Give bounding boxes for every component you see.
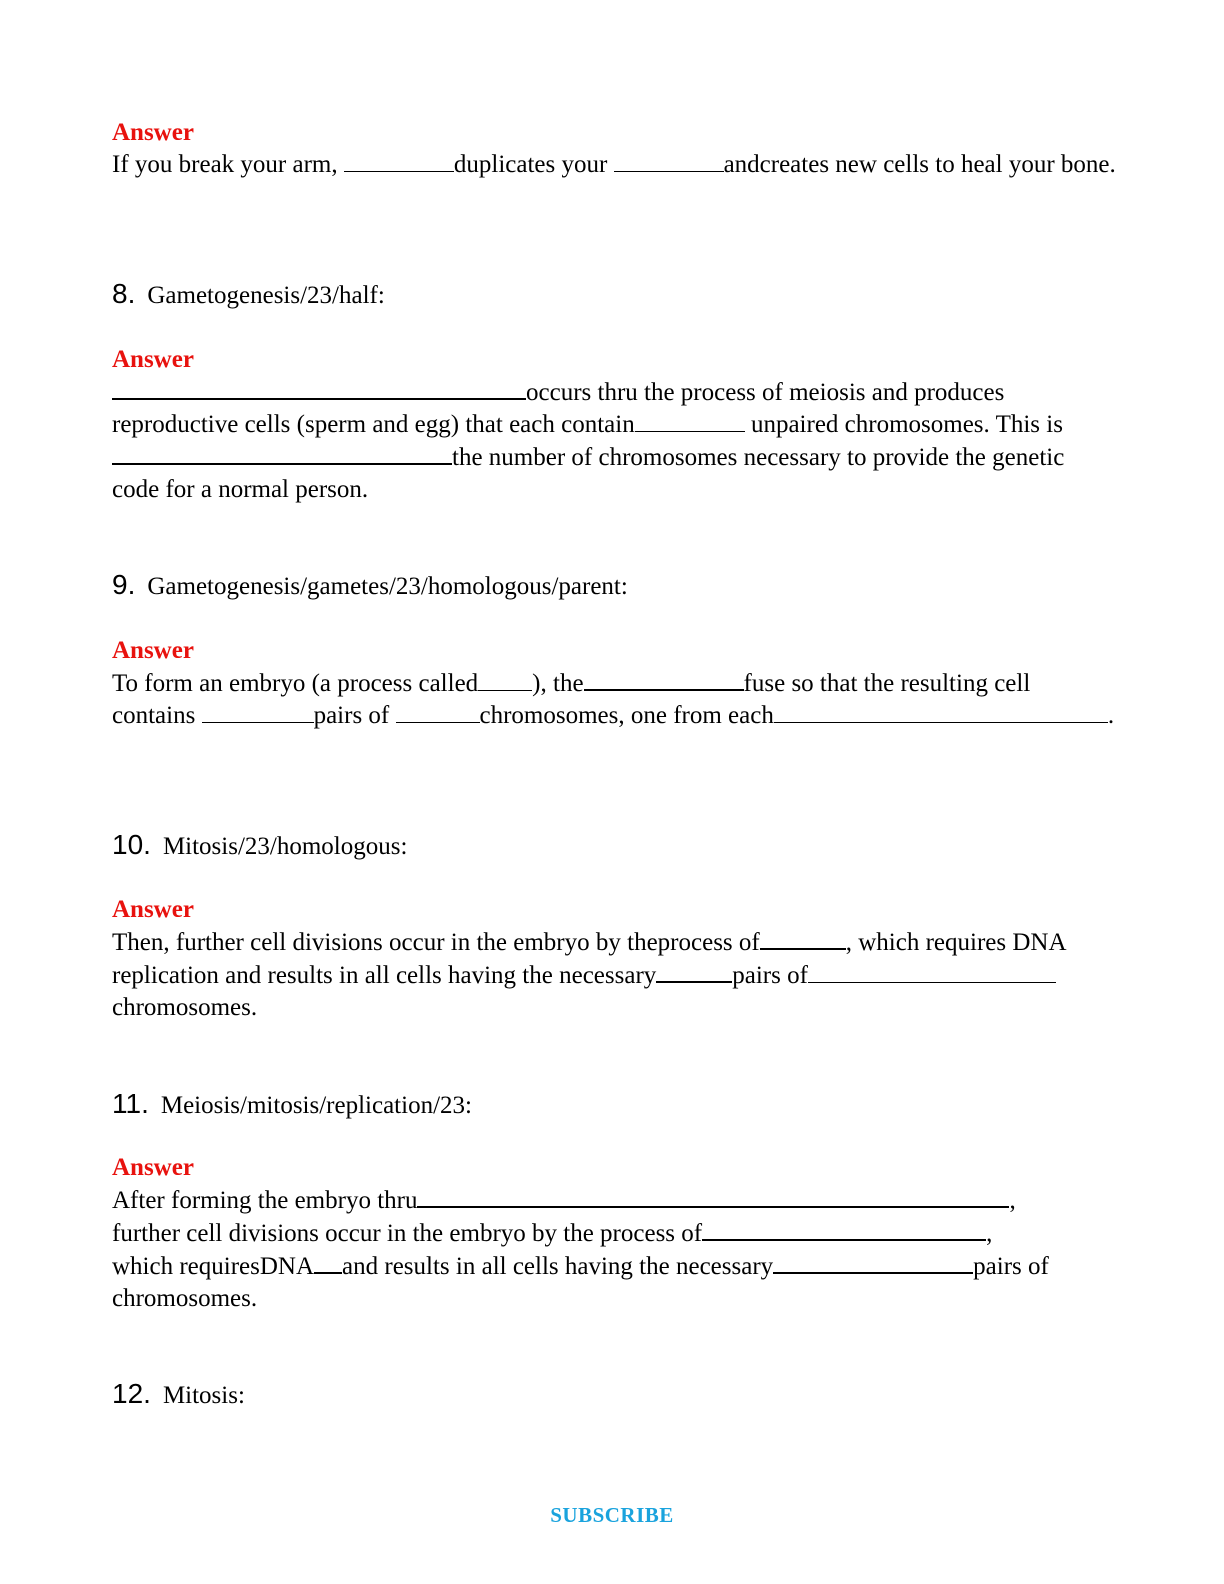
blank-11-a[interactable]	[417, 1184, 1009, 1208]
question-title-9: Gametogenesis/gametes/23/homologous/parent:	[147, 573, 628, 600]
answer-8-part-1: occurs thru the process of meiosis and produces reproductive cells (sperm and egg) that each contain	[112, 379, 1005, 438]
blank-8-a[interactable]	[112, 376, 526, 400]
question-title-11: Meiosis/mitosis/replication/23:	[160, 1092, 472, 1119]
answer-11-part-6: and results in all cells having the necessary	[342, 1253, 774, 1280]
answer-text-7	[112, 149, 1117, 181]
answer-9-part-6: .	[1107, 702, 1115, 729]
answer-9-part-2: ), the	[532, 670, 584, 697]
answer-9-part-3: fuse so that the resulting cell contains	[112, 670, 1031, 729]
blank-9-a[interactable]	[478, 668, 532, 691]
answer-7-part-1: If you break your arm,	[112, 151, 344, 178]
answer-9-part-5: chromosomes, one from each	[479, 702, 774, 729]
question-number-9: 9.	[112, 569, 136, 600]
blank-7-a[interactable]	[344, 149, 454, 172]
question-number-8: 8.	[112, 278, 136, 309]
answer-label-9: Answer	[112, 637, 194, 664]
answer-10-part-4: chromosomes.	[112, 994, 258, 1021]
answer-9-part-4: pairs of	[313, 702, 396, 729]
answer-11-part-1: After forming the embryo thru	[112, 1187, 418, 1214]
question-heading-11	[112, 1088, 472, 1122]
answer-text-10	[112, 926, 1117, 1024]
answer-11-line-2	[112, 1217, 1117, 1250]
question-title-8: Gametogenesis/23/half:	[147, 282, 385, 309]
blank-9-c[interactable]	[202, 700, 314, 723]
blank-11-c[interactable]	[314, 1250, 342, 1274]
question-number-11: 11.	[112, 1088, 149, 1119]
answer-8-part-3: the number of chromosomes necessary to provide the genetic code for a normal person.	[112, 444, 1065, 503]
answer-text-9	[112, 667, 1117, 732]
blank-10-a[interactable]	[760, 926, 846, 950]
answer-text-11	[112, 1184, 1117, 1315]
blank-9-d[interactable]	[396, 700, 480, 723]
blank-8-c[interactable]	[112, 441, 452, 465]
blank-11-b[interactable]	[702, 1217, 986, 1241]
answer-10-part-1: Then, further cell divisions occur in the embryo by theprocess of	[112, 929, 760, 956]
answer-11-part-2: ,	[1009, 1187, 1016, 1214]
answer-9-part-1: To form an embryo (a process called	[112, 670, 479, 697]
answer-label-10: Answer	[112, 896, 194, 923]
answer-11-part-7: pairs of chromosomes.	[112, 1253, 1049, 1312]
question-heading-9	[112, 569, 628, 603]
question-heading-8	[112, 278, 385, 312]
answer-8-part-2: unpaired chromosomes. This is	[744, 411, 1063, 438]
question-title-10: Mitosis/23/homologous:	[162, 833, 408, 860]
answer-label-7: Answer	[112, 119, 194, 146]
answer-10-part-2: , which requires DNA replication and results in all cells having the necessary	[112, 929, 1066, 989]
blank-10-b[interactable]	[656, 959, 732, 983]
answer-11-line-1	[112, 1184, 1117, 1217]
question-heading-10	[112, 829, 407, 863]
question-number-10: 10.	[112, 829, 151, 860]
answer-label-11: Answer	[112, 1154, 194, 1181]
answer-11-line-3	[112, 1250, 1117, 1315]
blank-9-e[interactable]	[774, 700, 1108, 723]
answer-11-part-4: ,	[986, 1220, 993, 1247]
answer-label-8: Answer	[112, 346, 194, 373]
answer-11-part-3: further cell divisions occur in the embryo by the process of	[112, 1220, 703, 1247]
blank-8-b[interactable]	[635, 409, 745, 432]
question-title-12: Mitosis:	[162, 1382, 245, 1409]
answer-10-part-3: pairs of	[732, 962, 808, 989]
answer-7-part-3: andcreates new cells to heal your bone.	[723, 151, 1116, 178]
subscribe-link[interactable]: SUBSCRIBE	[550, 1503, 674, 1527]
blank-11-d[interactable]	[773, 1250, 973, 1274]
blank-7-b[interactable]	[614, 149, 724, 172]
answer-11-part-5: which requiresDNA	[112, 1253, 315, 1280]
answer-text-8	[112, 376, 1117, 506]
blank-10-c[interactable]	[808, 960, 1056, 983]
question-number-12: 12.	[112, 1378, 151, 1409]
question-heading-12	[112, 1378, 245, 1412]
answer-7-part-2: duplicates your	[453, 151, 614, 178]
blank-9-b[interactable]	[584, 667, 744, 691]
